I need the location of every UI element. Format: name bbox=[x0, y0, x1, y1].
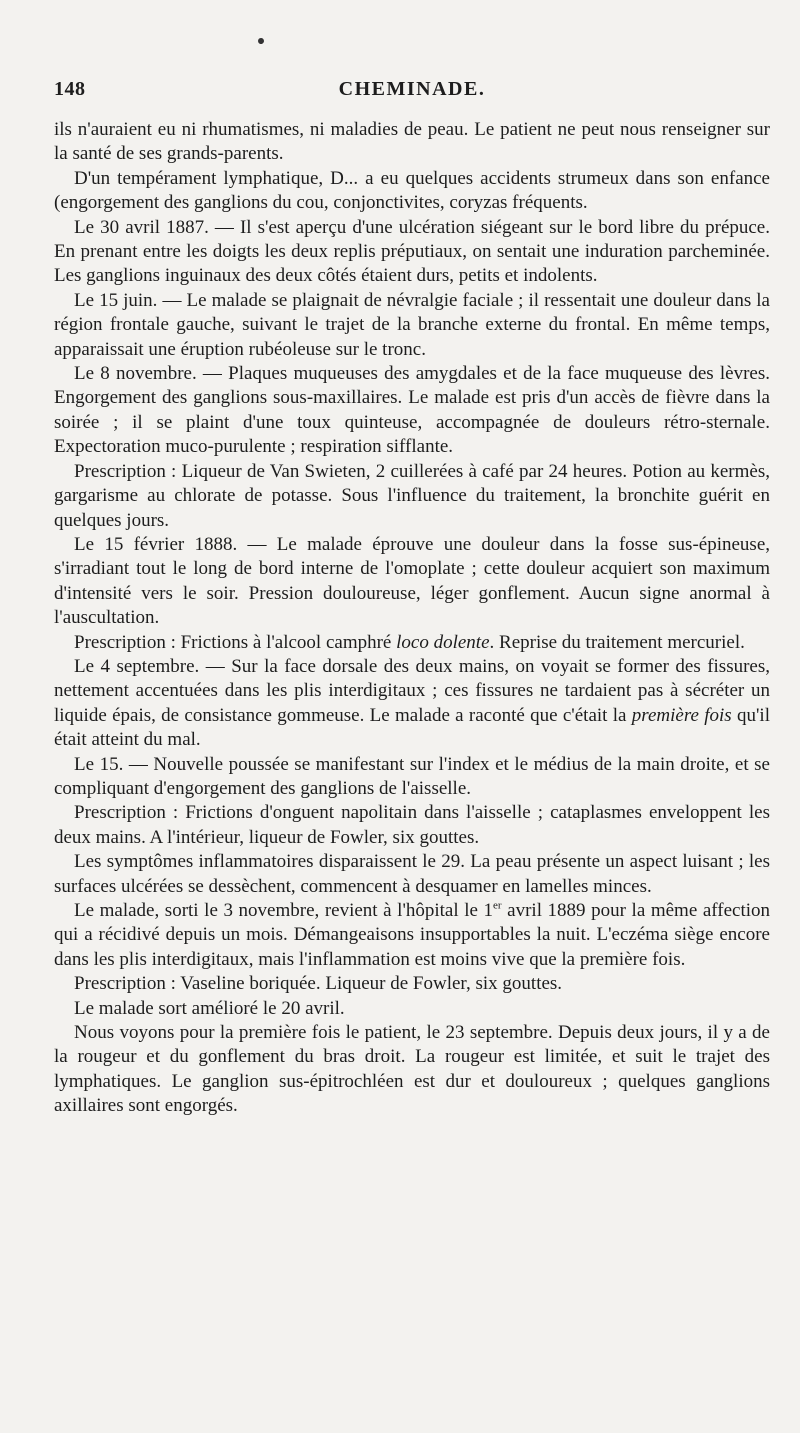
paragraph: ils n'auraient eu ni rhumatismes, ni maladies de peau. Le patient ne peut nous renseigner sur la santé de ses grands-parents. bbox=[54, 119, 770, 165]
paragraph: Le 15 février 1888. — Le malade éprouve une douleur dans la fosse sus-épineuse, s'irradiant tout le long de bord interne de l'omoplate ; cette douleur acquiert son maximum d'intensité vers le soir. Pression douloureuse, léger gonflement. Aucun signe anormal à l'auscultation. bbox=[54, 533, 770, 629]
paragraph: Le malade sort amélioré le 20 avril. bbox=[74, 997, 345, 1019]
paragraph: Les symptômes inflammatoires disparaissent le 29. La peau présente un aspect luisant ; les surfaces ulcérées se dessèchent, commencent à desquamer en lamelles minces. bbox=[54, 851, 770, 897]
italic-phrase: loco dolente bbox=[396, 631, 490, 653]
ink-speck bbox=[257, 37, 265, 45]
page-header bbox=[54, 78, 770, 104]
paragraph bbox=[54, 631, 770, 655]
text-run: Le malade, sorti le 3 novembre, revient à l'hôpital le 1 bbox=[74, 900, 494, 921]
text-run: Le 4 septembre. — Sur la face dorsale des deux mains, on voyait se former des fissures, nettement accentuées dans les plis interdigitaux ; ces fissures ne tardaient pas à sécréter un liquide épais, de consistance gommeuse. Le malade a raconté que c'était la bbox=[54, 655, 770, 726]
paragraph: Le 15. — Nouvelle poussée se manifestant sur l'index et le médius de la main droite, et se compliquant d'engorgement des ganglions de l'aisselle. bbox=[54, 753, 770, 799]
paragraph bbox=[54, 655, 770, 753]
paragraph bbox=[54, 899, 770, 972]
paragraph: Nous voyons pour la première fois le patient, le 23 septembre. Depuis deux jours, il y a de la rougeur et du gonflement du bras droit. La rougeur est limitée, et suit le trajet des lymphatiques. Le ganglion sus-épitrochléen est dur et douloureux ; quelques ganglions axillaires sont engorgés. bbox=[54, 1022, 770, 1117]
text-run: Prescription : Frictions à l'alcool camphré bbox=[74, 631, 397, 653]
paragraph: Le 30 avril 1887. — Il s'est aperçu d'une ulcération siégeant sur le bord libre du prépuce. En prenant entre les doigts les deux replis préputiaux, on sentait une induration parcheminée. Les ganglions inguinaux des deux côtés étaient durs, petits et indolents. bbox=[54, 216, 770, 287]
paragraph: Le 8 novembre. — Plaques muqueuses des amygdales et de la face muqueuse des lèvres. Engorgement des ganglions sous-maxillaires. Le malade est pris d'un accès de fièvre dans la soirée ; il se plaint d'une toux quinteuse, accompagnée de douleurs rétro-sternale. Expectoration muco-purulente ; respiration sifflante. bbox=[54, 363, 770, 458]
superscript: er bbox=[493, 899, 502, 912]
paragraph: Prescription : Liqueur de Van Swieten, 2 cuillerées à café par 24 heures. Potion au kermès, gargarisme au chlorate de potasse. Sous l'influence du traitement, la bronchite guérit en quelques jours. bbox=[54, 460, 770, 531]
page-number: 148 bbox=[54, 78, 86, 100]
paragraph: Le 15 juin. — Le malade se plaignait de névralgie faciale ; il ressentait une douleur dans la région frontale gauche, suivant le trajet de la branche externe du frontal. En même temps, apparaissait une éruption rubéoleuse sur le tronc. bbox=[54, 289, 770, 360]
running-head: CHEMINADE. bbox=[338, 78, 486, 100]
text-run: qu'il était atteint du mal. bbox=[54, 704, 770, 751]
paragraph: Prescription : Frictions d'onguent napolitain dans l'aisselle ; cataplasmes enveloppent les deux mains. A l'intérieur, liqueur de Fowler, six gouttes. bbox=[54, 802, 770, 848]
body-text bbox=[54, 118, 770, 1119]
text-run: avril 1889 pour la même affection qui a récidivé depuis un mois. Démangeaisons insupportables la nuit. L'eczéma siège encore dans les plis interdigitaux, mais l'inflammation est moins vive que la première fois. bbox=[54, 900, 771, 970]
paragraph: D'un tempérament lymphatique, D... a eu quelques accidents strumeux dans son enfance (engorgement des ganglions du cou, conjonctivites, coryzas fréquents. bbox=[54, 167, 770, 214]
text-run: . Reprise du traitement mercuriel. bbox=[489, 631, 745, 653]
paragraph: Prescription : Vaseline boriquée. Liqueur de Fowler, six gouttes. bbox=[74, 973, 563, 995]
italic-phrase: première fois bbox=[631, 704, 732, 726]
